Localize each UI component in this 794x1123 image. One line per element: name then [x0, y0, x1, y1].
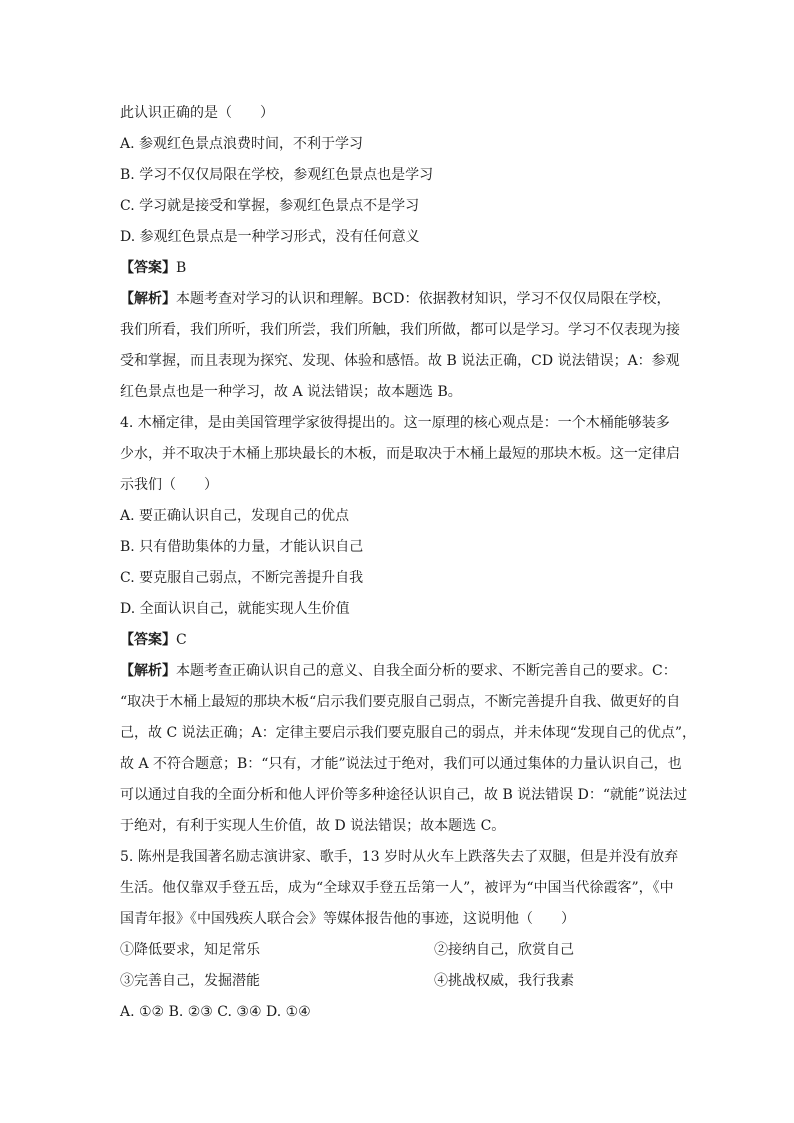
q4-analysis-line-3: 己，故 C 说法正确；A：定律主要启示我们要克服自己的弱点，并未体现“发现自己的优点”，	[120, 725, 697, 741]
q4-analysis-line-4: 故 A 不符合题意；B：“只有，才能”说法过于绝对，我们可以通过集体的力量认识自己，也	[120, 756, 682, 772]
q5-stem-line-3: 国青年报》《中国残疾人联合会》等媒体报告他的事迹，这说明他（ ）	[120, 911, 575, 927]
q5-options: A. ①② B. ②③ C. ③④ D. ①④	[120, 1004, 311, 1020]
analysis-text: 本题考查对学习的认识和理解。BCD：依据教材知识，学习不仅仅局限在学校，	[176, 291, 671, 307]
q5-choice-2: ②接纳自己，欣赏自己	[434, 942, 574, 958]
analysis-text: 本题考查正确认识自己的意义、自我全面分析的要求、不断完善自己的要求。C：	[176, 663, 677, 679]
q5-choices-row-2	[120, 966, 674, 997]
q4-stem-line-3: 示我们（ ）	[120, 477, 218, 493]
q3-option-a: A. 参观红色景点浪费时间，不利于学习	[120, 136, 364, 152]
q4-option-d: D. 全面认识自己，就能实现人生价值	[120, 601, 350, 617]
q4-option-b: B. 只有借助集体的力量，才能认识自己	[120, 539, 364, 555]
q3-answer	[120, 253, 674, 284]
analysis-label: 【解析】	[120, 291, 176, 307]
q4-analysis-line-5: 可以通过自我的全面分析和他人评价等多种途径认识自己，故 B 说法错误 D：“就能”说法过	[120, 787, 688, 803]
q5-choice-4: ④挑战权威，我行我素	[434, 973, 574, 989]
q3-analysis-line-4: 红色景点也是一种学习，故 A 说法错误；故本题选 B。	[120, 384, 462, 400]
q3-option-b: B. 学习不仅仅局限在学校，参观红色景点也是学习	[120, 167, 434, 183]
q3-analysis-line-1	[120, 284, 674, 315]
q3-option-c: C. 学习就是接受和掌握，参观红色景点不是学习	[120, 198, 420, 214]
q5-choice-3: ③完善自己，发掘潜能	[120, 973, 260, 989]
q5-choices-row-1	[120, 935, 674, 966]
q5-stem-line-1: 5. 陈州是我国著名励志演讲家、歌手，13 岁时从火车上跌落失去了双腿，但是并没有放弃	[120, 849, 679, 865]
q3-analysis-line-3: 受和掌握，而且表现为探究、发现、体验和感悟。故 B 说法正确，CD 说法错误；A：参观	[120, 353, 680, 369]
analysis-label: 【解析】	[120, 663, 176, 679]
q4-analysis-line-1	[120, 656, 677, 687]
q4-answer	[120, 625, 674, 656]
q4-stem-line-2: 少水，并不取决于木桶上那块最长的木板，而是取决于木桶上最短的那块木板。这一定律启	[120, 446, 680, 462]
q3-analysis-line-2: 我们所看，我们所听，我们所尝，我们所触，我们所做，都可以是学习。学习不仅表现为接	[120, 322, 680, 338]
q4-analysis-line-6: 于绝对，有利于实现人生价值，故 D 说法错误；故本题选 C。	[120, 818, 506, 834]
answer-label: 【答案】	[120, 260, 176, 276]
q5-choice-1: ①降低要求，知足常乐	[120, 942, 260, 958]
q4-option-a: A. 要正确认识自己，发现自己的优点	[120, 508, 350, 524]
q4-stem-line-1: 4. 木桶定律，是由美国管理学家彼得提出的。这一原理的核心观点是：一个木桶能够装多	[120, 415, 670, 431]
q4-analysis-line-2: “取决于木桶上最短的那块木板“启示我们要克服自己弱点，不断完善提升自我、做更好的自	[120, 694, 681, 710]
q3-option-d: D. 参观红色景点是一种学习形式，没有任何意义	[120, 229, 420, 245]
q5-stem-line-2: 生活。他仅靠双手登五岳，成为“全球双手登五岳第一人”，被评为“中国当代徐霞客”，《中	[120, 880, 674, 896]
q4-option-c: C. 要克服自己弱点，不断完善提升自我	[120, 570, 364, 586]
answer-value: B	[176, 260, 187, 276]
q3-stem-tail: 此认识正确的是（ ）	[120, 105, 274, 121]
answer-label: 【答案】	[120, 632, 176, 648]
answer-value: C	[176, 632, 187, 648]
